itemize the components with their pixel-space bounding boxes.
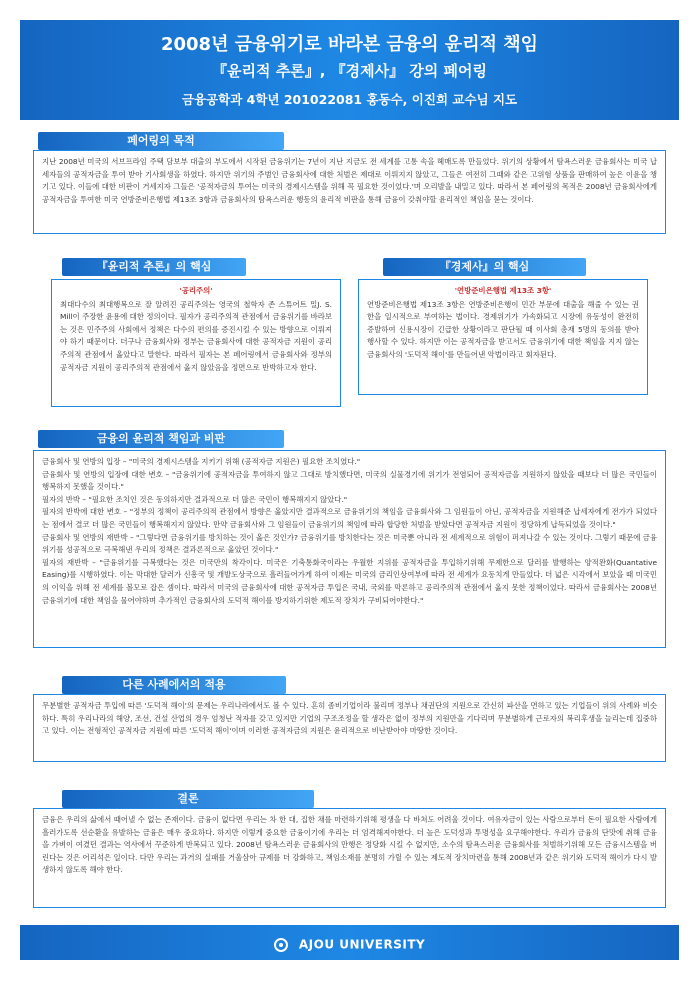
section-title-cases: 다른 사례에서의 적용 xyxy=(62,676,286,694)
section-conclusion xyxy=(33,808,666,908)
critique-paragraph: 금융회사 및 연방의 재반박 – "그렇다면 금융위기를 방치하는 것이 옳은 것인가? 금융위기를 방치한다는 것은 미국뿐 아니라 전 세계적으로 위험이 퍼져나갈 수 있는 것이다. 그렇기 때문에 금융위기를 성공적으로 극복해낸 우리의 정책은 결과론적으로 옳았던 것이다." xyxy=(42,532,657,555)
section-title-purpose: 페어링의 목적 xyxy=(38,132,284,150)
poster-header xyxy=(20,20,679,120)
university-logo xyxy=(20,934,679,953)
section-critique xyxy=(33,450,666,648)
ajou-emblem-icon xyxy=(274,938,288,952)
poster-subtitle: 『윤리적 추론』, 『경제사』 강의 페어링 xyxy=(212,62,487,80)
section-purpose xyxy=(33,150,666,234)
poster-title: 2008년 금융위기로 바라본 금융의 윤리적 책임 xyxy=(160,34,539,55)
poster-footer xyxy=(20,925,679,960)
critique-paragraph: 필자의 반박 – "필요한 조치인 것은 동의하지만 결과적으로 더 많은 국민이 행복해지지 않았다." xyxy=(42,494,348,504)
economics-subheading: '연방준비은행법 제13조 3항' xyxy=(454,286,552,295)
section-ethics xyxy=(51,279,341,407)
poster-author: 금융공학과 4학년 201022081 홍동수, 이진희 교수님 지도 xyxy=(181,92,518,107)
purpose-body: 지난 2008년 미국의 서브프라임 주택 담보부 대출의 부도에서 시작된 금융위기는 7년이 지난 지금도 전 세계를 고통 속을 헤매도록 만들었다. 위기의 상황에서 탐욕스러운 금융회사는 미국 납세자들의 공적자금을 투여 받아 기사회생을 하였다. 하지만 위기의 주범인 금융회사에 대한 처벌은 제대로 이뤄지지 않았고, 그들은 여전히 그때와 같은 고위험 상품을 판매하여 높은 이윤을 챙기고 있다. 이들에 대한 비판이 거세지자 그들은 '공적자금의 투여는 미국의 경제시스템을 위해 꼭 필요한 것이었다.'며 오리발을 내밀고 있다. 따라서 본 페어링의 목적은 2008년 금융회사에게 공적자금을 투여한 미국 연방준비은행법 제13조 3항과 금융회사의 탐욕스러운 행동의 윤리적 비판을 통해 금융이 갖춰야할 윤리적인 책임을 묻는 것이다. xyxy=(42,157,657,204)
cases-body: 무분별한 공적자금 투입에 따른 '도덕적 해이'의 문제는 우리나라에서도 볼 수 있다. 흔히 좀비기업이라 불리며 정부나 채권단의 지원으로 간신히 파산을 면하고 있는 기업들이 위의 사례와 비슷하다. 특히 우리나라의 해양, 조선, 건설 산업의 경우 엄청난 적자를 갖고 있지만 기업의 구조조정을 할 생각은 없이 정부의 지원만을 기다리며 무분별하게 근로자의 복리후생을 늘리는데 집중하고 있다. 이는 전형적인 공적자금 지원에 따른 '도덕적 해이'이며 이러한 공적자금의 지원은 윤리적으로 비난받아야 마땅한 것이다. xyxy=(42,701,657,736)
economics-body: 연방준비은행법 제13조 3항은 연방준비은행이 민간 부문에 대출을 해줄 수 있는 권한을 일시적으로 부여하는 법이다. 경제위기가 가속화되고 시장에 유동성이 완전히 증발하여 신용시장이 긴급한 상황이라고 판단될 때 이사회 총재 5명의 동의를 받아 행사할 수 있다. 하지만 이는 공적자금을 받고서도 금융위기에 대한 책임을 지지 않는 금융회사의 '도덕적 해이'를 만들어낸 악법이라고 회자된다. xyxy=(367,299,639,359)
critique-paragraph: 금융회사 및 연방의 입장에 대한 변호 – "금융위기에 공적자금을 투여하지 않고 그대로 방치했다면, 미국의 실물경기에 위기가 전염되어 공적자금을 지원하지 않았을 때보다 더 많은 국민들이 행복하지 못했을 것이다." xyxy=(42,469,657,492)
section-title-critique: 금융의 윤리적 책임과 비판 xyxy=(38,430,284,448)
critique-paragraph: 필자의 재반박 – "금융위기를 극복했다는 것은 미국만의 착각이다. 미국은 기축통화국이라는 우월한 지위를 공적자금을 투입하기위해 무제한으로 달러를 발행하는 양적완화(Quantative Easing)를 시행하였다. 이는 막대한 달러가 신흥국 및 개발도상국으로 흘러들어가게 하여 이제는 미국의 금리인상여부에 따라 전 세계가 요동치게 만들었다. 더 넓은 시각에서 보았을 때 미국민의 이익을 위해 전 세계를 볼모로 잡은 셈이다. 따라서 미국의 금융회사에 대한 공적자금 투입은 국내, 국외를 막론하고 공리주의적 관점에서 옳지 못한 정책이었다. 따라서 금융회사는 2008년 금융위기에 대한 책임을 물어야하며 추가적인 금융회사의 도덕적 해이를 방지하기위한 제도적 장치가 구비되어야한다." xyxy=(42,557,657,605)
section-cases xyxy=(33,694,666,762)
critique-paragraph: 필자의 반박에 대한 변호 – "정부의 정책이 공리주의적 관점에서 방향은 옳았지만 결과적으로 금융위기의 책임을 금융회사와 그 임원들이 아닌, 공적자금을 지원해준 납세자에게 전가가 되었다는 점에서 결코 더 많은 국민들이 행복해지지 않았다. 만약 금융회사와 그 임원들이 금융위기의 책임에 따라 합당한 처벌을 받았다면 공적자금 지원이 정당하게 납득되었을 것이다." xyxy=(42,507,657,529)
ethics-subheading: '공리주의' xyxy=(179,286,213,295)
section-title-conclusion: 결론 xyxy=(62,790,314,808)
conclusion-body: 금융은 우리의 삶에서 때어낼 수 없는 존재이다. 금융이 없다면 우리는 차 한 대, 집한 채를 마련하기위해 평생을 다 바쳐도 어려울 것이다. 여유자금이 있는 사람으로부터 돈이 필요한 사람에게 흘러가도록 선순환을 유발하는 금융은 매우 중요하다. 하지만 이렇게 중요한 금융이기에 우리는 더 엄격해져야한다. 더 높은 도덕성과 투명성을 요구해야한다. 우리가 금융의 단맛에 취해 금융을 가벼이 여겼던 결과는 역사에서 꾸준하게 반복되고 있다. 2008년 탐욕스러운 금융회사의 만행은 정당화 시킬 수 없지만, 소수의 탐욕스러운 금융회사를 처벌하기위해 모든 금융시스템을 버린다는 것은 어리석은 일이다. 다만 우리는 과거의 실패를 거울삼아 규제를 더 강화하고, 책임소재를 분명히 가릴 수 있는 제도적 장치마련을 통해 2008년과 같은 위기와 도덕적 해이가 다시 발생하지 않도록 해야 한다. xyxy=(42,815,657,875)
section-title-ethics: 『윤리적 추론』의 핵심 xyxy=(62,258,246,276)
university-name: AJOU UNIVERSITY xyxy=(298,937,426,952)
section-title-economics: 『경제사』의 핵심 xyxy=(383,258,586,276)
section-economics xyxy=(358,279,648,395)
critique-paragraph: 금융회사 및 연방의 입장 – "미국의 경제시스템을 지키기 위해 (공적자금 지원은) 필요한 조치였다." xyxy=(42,457,361,466)
ethics-body: 최대다수의 최대행복으로 잘 알려진 공리주의는 영국의 철학자 존 스튜어트 밀J. S. Mill이 주장한 윤용에 대한 정의이다. 필자가 공리주의적 관점에서 금융위기를 바라보는 것은 민주주의 사회에서 정책은 다수의 편의를 증진시킬 수 있는 방향으로 이뤄져야 하기 때문이다. 더구나 금융회사와 정부는 금융회사에 대한 공적자금 지원이 공리주의적 관점에서 옳았다고 말한다. 따라서 필자는 본 페어링에서 금융회사와 정부의 공적자금 지원이 공리주의적 관점에서 옳지 않았음을 정면으로 반박하고자 한다. xyxy=(60,299,332,372)
